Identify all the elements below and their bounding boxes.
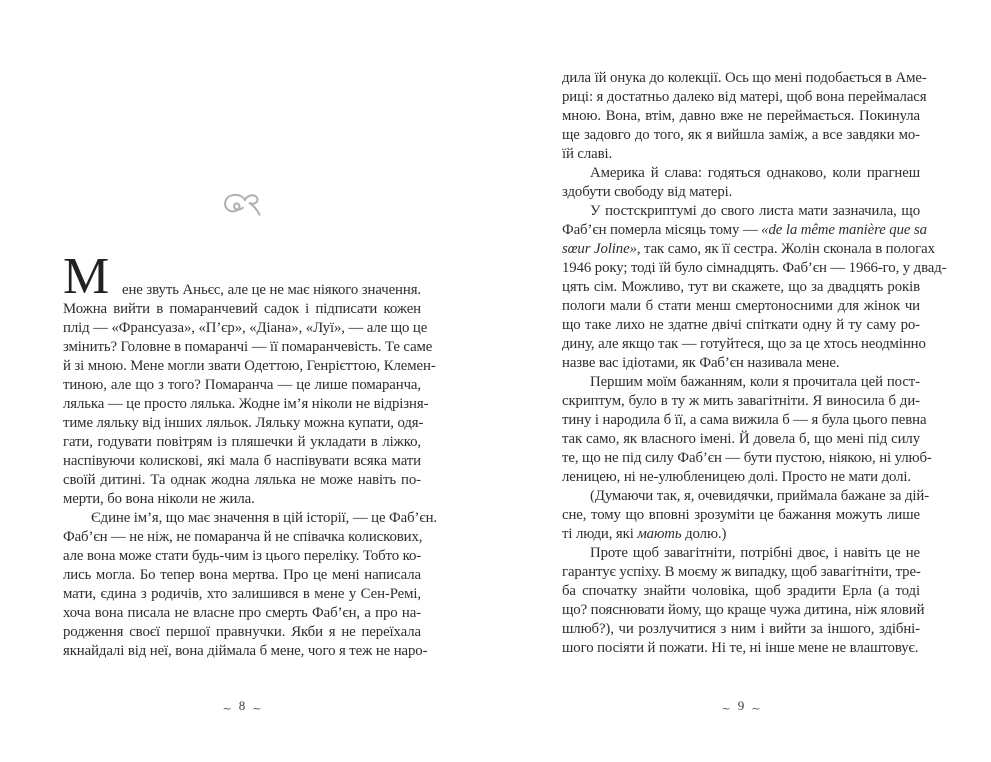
text-line: пологи мали б стати менш смертоносними для жінок чи (562, 298, 920, 314)
text-line: так само, як власного імені. Й довела б, що мені під силу (562, 431, 920, 447)
text-line: ще задовго до того, як я вийшла заміж, а все завдяки мо- (562, 127, 920, 143)
folio-decor-icon: ~ (751, 702, 761, 715)
text-line: що таке лихо не здатне двічі спіткати одну й ту саму ро- (562, 317, 920, 333)
text-line: sœur Joline», так само, як її сестра. Жолін сконала в пологах (562, 241, 935, 257)
page-number-value: 8 (238, 698, 246, 713)
text-line: їй славі. (562, 146, 613, 162)
text-line: лялька — це просто лялька. Жодне ім’я ніколи не відрізня- (63, 396, 429, 412)
text-line: У постскриптумі до свого листа мати зазначила, що (590, 203, 920, 219)
text-line: лись могла. Бо тепер вона мертва. Про це мені написала (63, 567, 421, 583)
text-line: мерти, бо вона ніколи не жила. (63, 491, 255, 507)
text-line: ене звуть Аньєс, але це не має ніякого значення. (122, 282, 421, 298)
text-line: шого посіяти й пожати. Ні те, ні інше мене не влаштовує. (562, 640, 919, 656)
text-line: й зі мною. Мене могли звати Одеттою, Генрієттою, Клемен- (63, 358, 436, 374)
text-line: назве вас ідіотами, як Фаб’єн називала мене. (562, 355, 840, 371)
folio-decor-icon: ~ (252, 702, 262, 715)
text-line: що? пояснювати йому, що краще чужа дитина, ніж яловий (562, 602, 925, 618)
text-line: сне, тому що вповні зрозуміти це бажання можуть лише (562, 507, 920, 523)
page-number-right (562, 699, 920, 714)
text-line: змінить? Головне в помаранчі — її помаранчевість. Те саме (63, 339, 433, 355)
text-line: Першим моїм бажанням, коли я прочитала цей пост- (590, 374, 920, 390)
text-line: Проте щоб завагітніти, потрібні двоє, і навіть це не (590, 545, 920, 561)
text-line: ба спочатку знайти чоловіка, щоб зрадити Ерла (а тоді (562, 583, 920, 599)
text-line: якнайдалі від неї, вона діймала б мене, чого я теж не наро- (63, 643, 428, 659)
page-number-value: 9 (737, 698, 745, 713)
text-line: 1946 року; тоді їй було сімнадцять. Фаб’єн — 1966-го, у двад- (562, 260, 947, 276)
text-line: дину, але якщо так — готуйтеся, що за це хтось неодмінно (562, 336, 926, 352)
text-line: плід — «Франсуаза», «П’єр», «Діана», «Луї», — але що це (63, 320, 428, 336)
page-right (562, 0, 947, 762)
text-line: гарантує успіху. В моєму ж випадку, щоб завагітніти, тре- (562, 564, 921, 580)
text-line: леницею, ні не-улюбленицею долі. Просто не мати долі. (562, 469, 912, 485)
folio-decor-icon: ~ (721, 702, 731, 715)
text-line: те, що не під силу Фаб’єн — бути пустою, ніякою, ні улюб- (562, 450, 932, 466)
text-line: Можна вийти в помаранчевий садок і підписати кожен (63, 301, 421, 317)
text-line: скриптум, було в ту ж мить завагітніти. Я виносила б ди- (562, 393, 920, 409)
text-line: гати, годувати повітрям із пляшечки й укладати в ліжко, (63, 434, 421, 450)
text-line: риці: я достатньо далеко від матері, щоб вона переймалася (562, 89, 927, 105)
text-line: Фаб’єн померла місяць тому — «de la même manière que sa (562, 222, 927, 238)
text-line: родження своєї першої правнучки. Якби я не переїхала (63, 624, 421, 640)
page-right-text (562, 69, 947, 658)
page-number-left (63, 699, 421, 714)
text-line: мною. Вона, втім, давно вже не переймається. Покинула (562, 108, 920, 124)
text-line: тиме ляльку від інших ляльок. Ляльку можна купати, одя- (63, 415, 424, 431)
text-line: тину і народила б її, а сама вижила б — я була цього певна (562, 412, 927, 428)
text-line: наспівуючи колискові, які мала б наспівувати всяка мати (63, 453, 421, 469)
text-line: цять сім. Можливо, тут ви скажете, що за двадцять років (562, 279, 920, 295)
text-line: Єдине ім’я, що має значення в цій історії, — це Фаб’єн. (91, 510, 438, 526)
chapter-ornament-icon (63, 189, 421, 225)
text-line: хоча вона писала не власне про смерть Фаб’єн, а про на- (63, 605, 421, 621)
text-line: Фаб’єн — не ніж, не помаранча й не співачка колискових, (63, 529, 423, 545)
text-line: дила їй онука до колекції. Ось що мені подобається в Аме- (562, 70, 927, 86)
text-line: мати, єдина з родичів, хто залишився в мене у Сен-Ремі, (63, 586, 421, 602)
text-line: тиною, але що з того? Помаранча — це лише помаранча, (63, 377, 421, 393)
text-line: (Думаючи так, я, очевидячки, приймала бажане за дій- (590, 488, 930, 504)
text-line: Америка й слава: годяться однаково, коли прагнеш (590, 165, 920, 181)
text-line: але вона може стати будь-чим із цього переліку. Тобто ко- (63, 548, 422, 564)
page-left (63, 0, 438, 762)
folio-decor-icon: ~ (222, 702, 232, 715)
page-left-text (63, 248, 438, 661)
text-line: шлюб?), чи розлучитися з ним і вийти за іншого, здібні- (562, 621, 920, 637)
text-line: своїй дитині. Та однак жодна лялька не може навіть по- (63, 472, 421, 488)
text-line: здобути свободу від матері. (562, 184, 733, 200)
drop-cap-initial: М (63, 248, 110, 305)
text-line: ті люди, які мають долю.) (562, 526, 727, 542)
